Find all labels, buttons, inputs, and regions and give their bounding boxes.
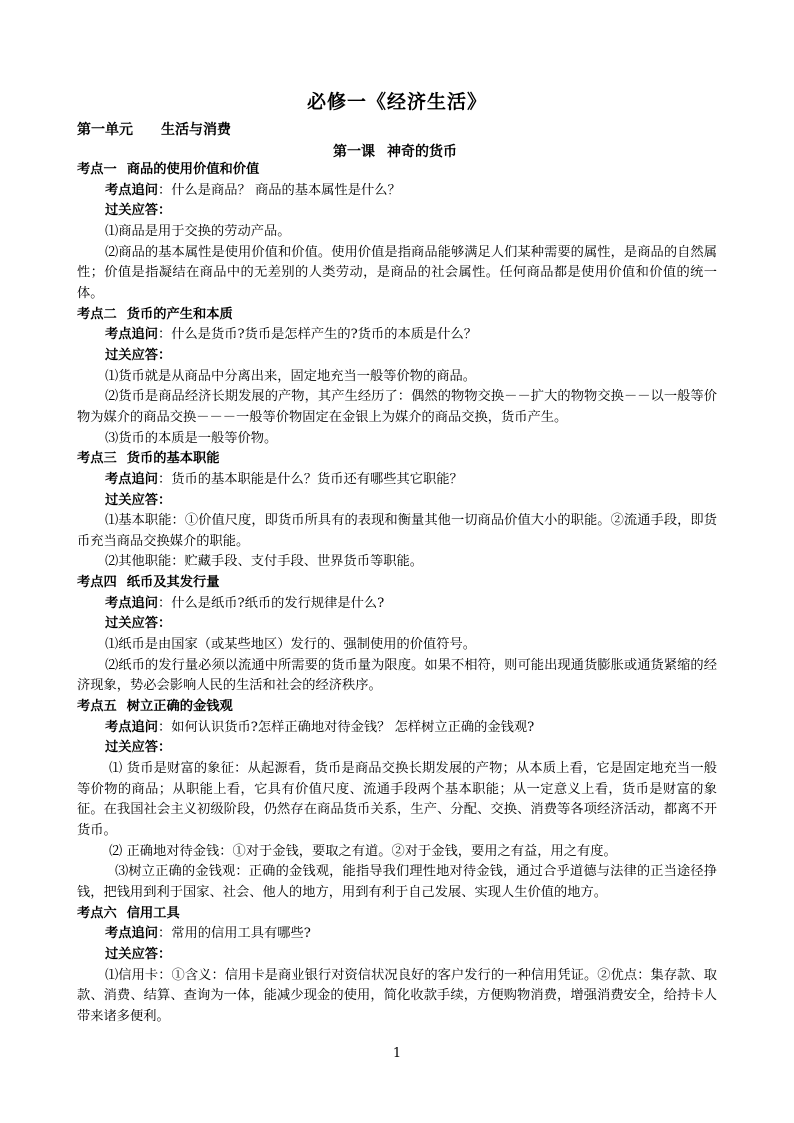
- answer-label: 过关应答：: [105, 203, 172, 219]
- page-number: 1: [392, 1046, 402, 1061]
- section-heading: 考点四 纸币及其发行量: [77, 575, 220, 591]
- answer-paragraph: ⑵纸币的发行量必须以流通中所需要的货币量为限度。如果不相符，则可能出现通货膨胀或通货紧缩的经济现象，势必会影响人民的生活和社会的经济秩序。: [77, 657, 717, 694]
- answer-label: 过关应答：: [105, 616, 172, 632]
- answer-paragraph: ⑶树立正确的金钱观：正确的金钱观，能指导我们理性地对待金钱，通过合乎道德与法律的正当途径挣钱，把钱用到利于国家、社会、他人的地方，用到有利于自己发展、实现人生价值的地方。: [77, 864, 717, 900]
- answer-paragraph: ⑶货币的本质是一般等价物。: [105, 430, 278, 446]
- answer-paragraph: ⑵ 正确地对待金钱：①对于金钱，要取之有道。②对于金钱，要用之有益，用之有度。: [109, 843, 617, 859]
- answer-paragraph: ⑵货币是商品经济长期发展的产物，其产生经历了：偶然的物物交换－－扩大的物物交换－－以一般等价物为媒介的商品交换－－－一般等价物固定在金银上为媒介的商品交换，货币产生。: [77, 389, 717, 425]
- answer-paragraph: ⑵商品的基本属性是使用价值和价值。使用价值是指商品能够满足人们某种需要的属性，是商品的自然属性；价值是指凝结在商品中的无差别的人类劳动，是商品的社会属性。任何商品都是使用价值和价值的统一体。: [77, 244, 717, 301]
- section-question: 考点追问：如何认识货币?怎样正确地对待金钱？ 怎样树立正确的金钱观?: [105, 719, 535, 735]
- section-heading: 考点三 货币的基本职能: [77, 451, 220, 467]
- answer-label: 过关应答：: [105, 946, 172, 962]
- answer-label: 过关应答：: [105, 347, 172, 363]
- answer-paragraph: ⑴商品是用于交换的劳动产品。: [105, 223, 291, 239]
- unit-name: 生活与消费: [161, 122, 231, 138]
- answer-paragraph: ⑴纸币是由国家（或某些地区）发行的、强制使用的价值符号。: [105, 637, 477, 653]
- section-heading: 考点一 商品的使用价值和价值: [77, 162, 260, 177]
- unit-number: 第一单元: [77, 122, 133, 138]
- section-question: 考点追问：什么是商品？ 商品的基本属性是什么？: [105, 182, 401, 198]
- section-question: 考点追问：常用的信用工具有哪些?: [105, 926, 311, 942]
- lesson-heading: [333, 141, 457, 161]
- answer-label: 过关应答：: [105, 740, 172, 756]
- answer-label: 过关应答：: [105, 492, 172, 508]
- section-heading: 考点二 货币的产生和本质: [77, 306, 233, 322]
- document-title: 必修一《经济生活》: [306, 91, 487, 113]
- section-question: 考点追问：什么是货币?货币是怎样产生的?货币的本质是什么？: [105, 327, 477, 343]
- unit-heading: [77, 119, 231, 139]
- section-question: 考点追问：什么是纸币?纸币的发行规律是什么?: [105, 595, 385, 611]
- section-heading: 考点六 信用工具: [77, 905, 180, 921]
- lesson-name: 神奇的货币: [387, 144, 457, 160]
- answer-paragraph: ⑴信用卡：①含义：信用卡是商业银行对资信状况良好的客户发行的一种信用凭证。②优点：集存款、取款、消费、结算、查询为一体，能减少现金的使用，简化收款手续，方便购物消费，增强消费安全，给持卡人带来诸多便利。: [77, 967, 717, 1024]
- answer-paragraph: ⑴基本职能：①价值尺度，即货币所具有的表现和衡量其他一切商品价值大小的职能。②流通手段，即货币充当商品交换媒介的职能。: [77, 513, 717, 549]
- document-body: [77, 160, 717, 1028]
- answer-paragraph: ⑴ 货币是财富的象征：从起源看，货币是商品交换长期发展的产物；从本质上看，它是固定地充当一般等价物的商品；从职能上看，它具有价值尺度、流通手段两个基本职能；从一定意义上看，货币是财富的象征。在我国社会主义初级阶段，仍然存在商品货币关系，生产、分配、交换、消费等各项经济活动，都离不开货币。: [77, 761, 717, 838]
- section-heading: 考点五 树立正确的金钱观: [77, 699, 233, 715]
- answer-paragraph: ⑵其他职能：贮藏手段、支付手段、世界货币等职能。: [105, 554, 424, 570]
- answer-paragraph: ⑴货币就是从商品中分离出来，固定地充当一般等价物的商品。: [105, 368, 477, 384]
- lesson-number: 第一课: [333, 144, 375, 160]
- section-question: 考点追问：货币的基本职能是什么？货币还有哪些其它职能？: [105, 471, 463, 487]
